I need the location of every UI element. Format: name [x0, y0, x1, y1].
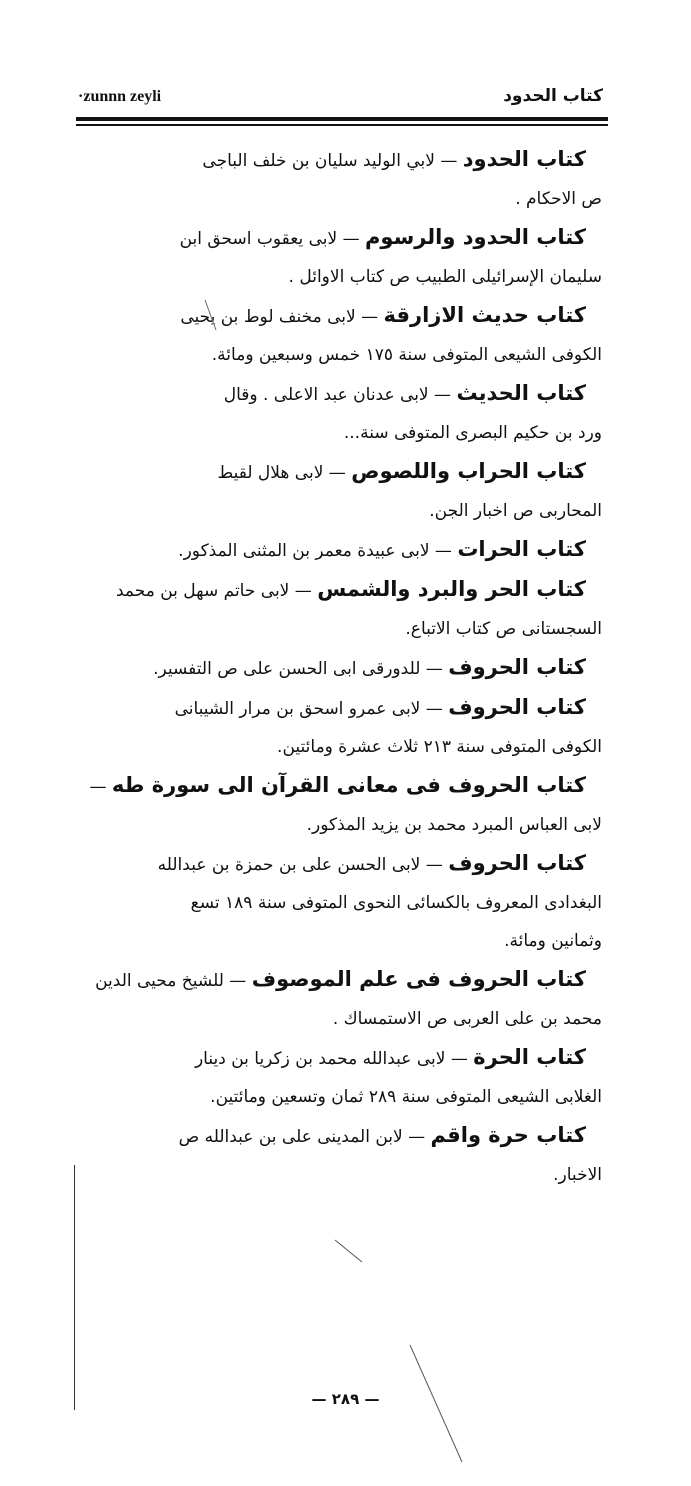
entry-title: كتاب الحرة	[473, 1045, 586, 1069]
entry-author: — للدورقى ابى الحسن على ص التفسير.	[153, 659, 449, 679]
entry-continuation-line: الاخبار.	[553, 1165, 602, 1185]
entry-continuation-line: البغدادى المعروف بالكسائى النحوى المتوفى سنة ١٨٩ تسع	[190, 893, 602, 913]
entry-title: كتاب الحدود	[462, 147, 586, 171]
entry-title: كتاب الحروف	[448, 655, 586, 679]
entry-author: — لابى عبدالله محمد بن زكريا بن دينار	[194, 1049, 474, 1069]
entry-continuation-line: المحاربى ص اخبار الجن.	[429, 501, 602, 521]
entry-author: — لابى مخنف لوط بن يحيى	[180, 307, 384, 327]
entry-continuation-line: وثمانين ومائة.	[504, 931, 602, 951]
entry-author: — لابى يعقوب اسحق ابن	[179, 229, 366, 249]
entry-continuation-line: محمد بن على العربى ص الاستمساك .	[332, 1009, 602, 1029]
entry-author: — لابي الوليد سليان بن خلف الباجى	[202, 151, 463, 171]
entry-author: — لابى عدنان عبد الاعلى . وقال	[223, 385, 457, 405]
entry-continuation-line: لابى العباس المبرد محمد بن يزيد المذكور.	[306, 815, 602, 835]
entry-title: كتاب الحروف فى معانى القرآن الى سورة طه	[111, 773, 586, 797]
entry-author: — لابى هلال لقيط	[217, 463, 352, 483]
entry-title: كتاب الحر والبرد والشمس	[317, 577, 586, 601]
entry-author: — لابى حاتم سهل بن محمد	[115, 581, 318, 601]
header-left-text: ·zunnn zeyli	[78, 88, 162, 105]
entry-title: كتاب حرة واقم	[430, 1123, 586, 1147]
entry-author: — لابى عمرو اسحق بن مرار الشيبانى	[174, 699, 449, 719]
entry-continuation-line: الكوفى الشيعى المتوفى سنة ١٧٥ خمس وسبعين ومائة.	[211, 345, 602, 365]
entry-author: —	[89, 777, 112, 797]
entry-author: — لابى عبيدة معمر بن المثنى المذكور.	[178, 541, 458, 561]
entry-title: كتاب الحروف فى علم الموصوف	[251, 967, 586, 991]
header-running-title: كتاب الحدود	[503, 86, 603, 106]
entry-author: — للشيخ محيى الدين	[95, 971, 252, 991]
entry-author: — لابن المدينى على بن عبدالله ص	[178, 1127, 431, 1147]
entry-title: كتاب الحرات	[457, 537, 586, 561]
entry-author: — لابى الحسن على بن حمزة بن عبدالله	[157, 855, 449, 875]
page-number: — ٢٨٩ —	[311, 1390, 380, 1408]
entry-title: كتاب الحدود والرسوم	[365, 225, 586, 249]
entry-title: كتاب الحراب واللصوص	[351, 459, 586, 483]
entry-title: كتاب الحروف	[448, 851, 586, 875]
entry-continuation-line: السجستانى ص كتاب الاتباع.	[405, 619, 602, 639]
entry-continuation-line: ورد بن حكيم البصرى المتوفى سنة...	[343, 423, 602, 443]
entry-continuation-line: سليمان الإسرائيلى الطبيب ص كتاب الاوائل .	[288, 267, 602, 287]
entry-continuation-line: الغلابى الشيعى المتوفى سنة ٢٨٩ ثمان وتسعين ومائتين.	[210, 1087, 602, 1107]
entry-continuation-line: ص الاحكام .	[515, 189, 602, 209]
entry-title: كتاب الحروف	[448, 695, 586, 719]
entry-title: كتاب حديث الازارقة	[383, 303, 586, 327]
entry-title: كتاب الحديث	[456, 381, 586, 405]
entry-continuation-line: الكوفى المتوفى سنة ٢١٣ ثلاث عشرة ومائتين.	[277, 737, 602, 757]
